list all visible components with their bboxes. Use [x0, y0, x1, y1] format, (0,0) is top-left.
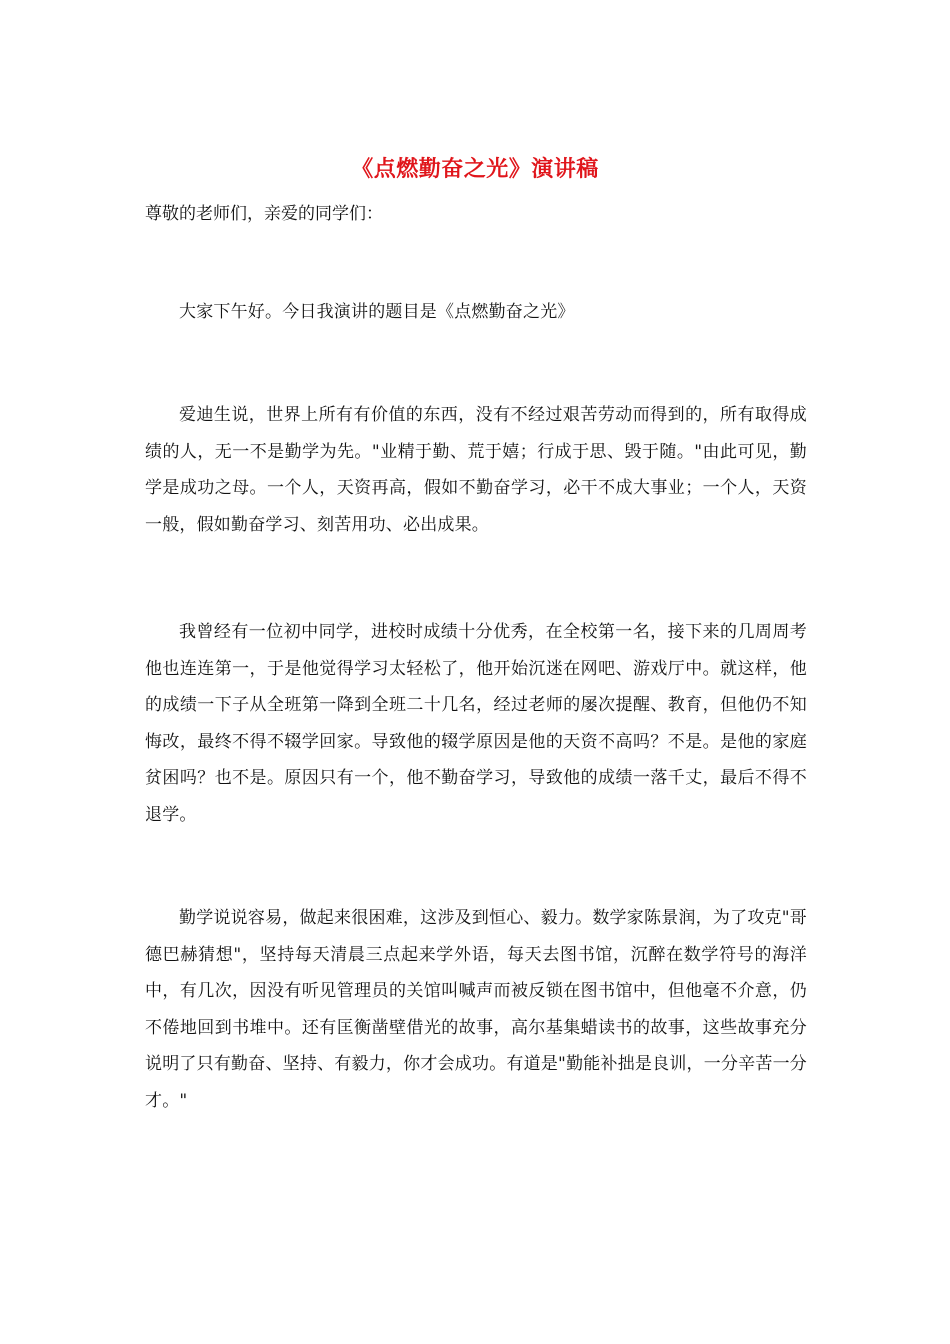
document-title: 《点燃勤奋之光》演讲稿	[351, 156, 599, 182]
paragraph-edison: 爱迪生说，世界上所有有价值的东西，没有不经过艰苦劳动而得到的，所有取得成绩的人，无一不是勤学为先。"业精于勤、荒于嬉；行成于思、毁于随。"由此可见，勤学是成功之母。一个人，天资再高，假如不勤奋学习，必干不成大事业；一个人，天资一般，假如勤奋学习、刻苦用功、必出成果。	[145, 405, 807, 535]
paragraph-perseverance: 勤学说说容易，做起来很困难，这涉及到恒心、毅力。数学家陈景润，为了攻克"哥德巴赫猜想"，坚持每天清晨三点起来学外语，每天去图书馆，沉醉在数学符号的海洋中，有几次，因没有听见管理员的关馆叫喊声而被反锁在图书馆中，但他毫不介意，仍不倦地回到书堆中。还有匡衡凿壁借光的故事，高尔基集蜡读书的故事，这些故事充分说明了只有勤奋、坚持、有毅力，你才会成功。有道是"勤能补拙是良训，一分辛苦一分才。"	[145, 908, 807, 1111]
paragraph-classmate: 我曾经有一位初中同学，进校时成绩十分优秀，在全校第一名，接下来的几周周考他也连连第一，于是他觉得学习太轻松了，他开始沉迷在网吧、游戏厅中。就这样，他的成绩一下子从全班第一降到全班二十几名，经过老师的屡次提醒、教育，但他仍不知悔改，最终不得不辍学回家。导致他的辍学原因是他的天资不高吗？不是。是他的家庭贫困吗？也不是。原因只有一个，他不勤奋学习，导致他的成绩一落千丈，最后不得不退学。	[145, 622, 807, 825]
paragraph-intro: 大家下午好。今日我演讲的题目是《点燃勤奋之光》	[179, 302, 575, 322]
greeting-line: 尊敬的老师们，亲爱的同学们：	[145, 204, 383, 224]
